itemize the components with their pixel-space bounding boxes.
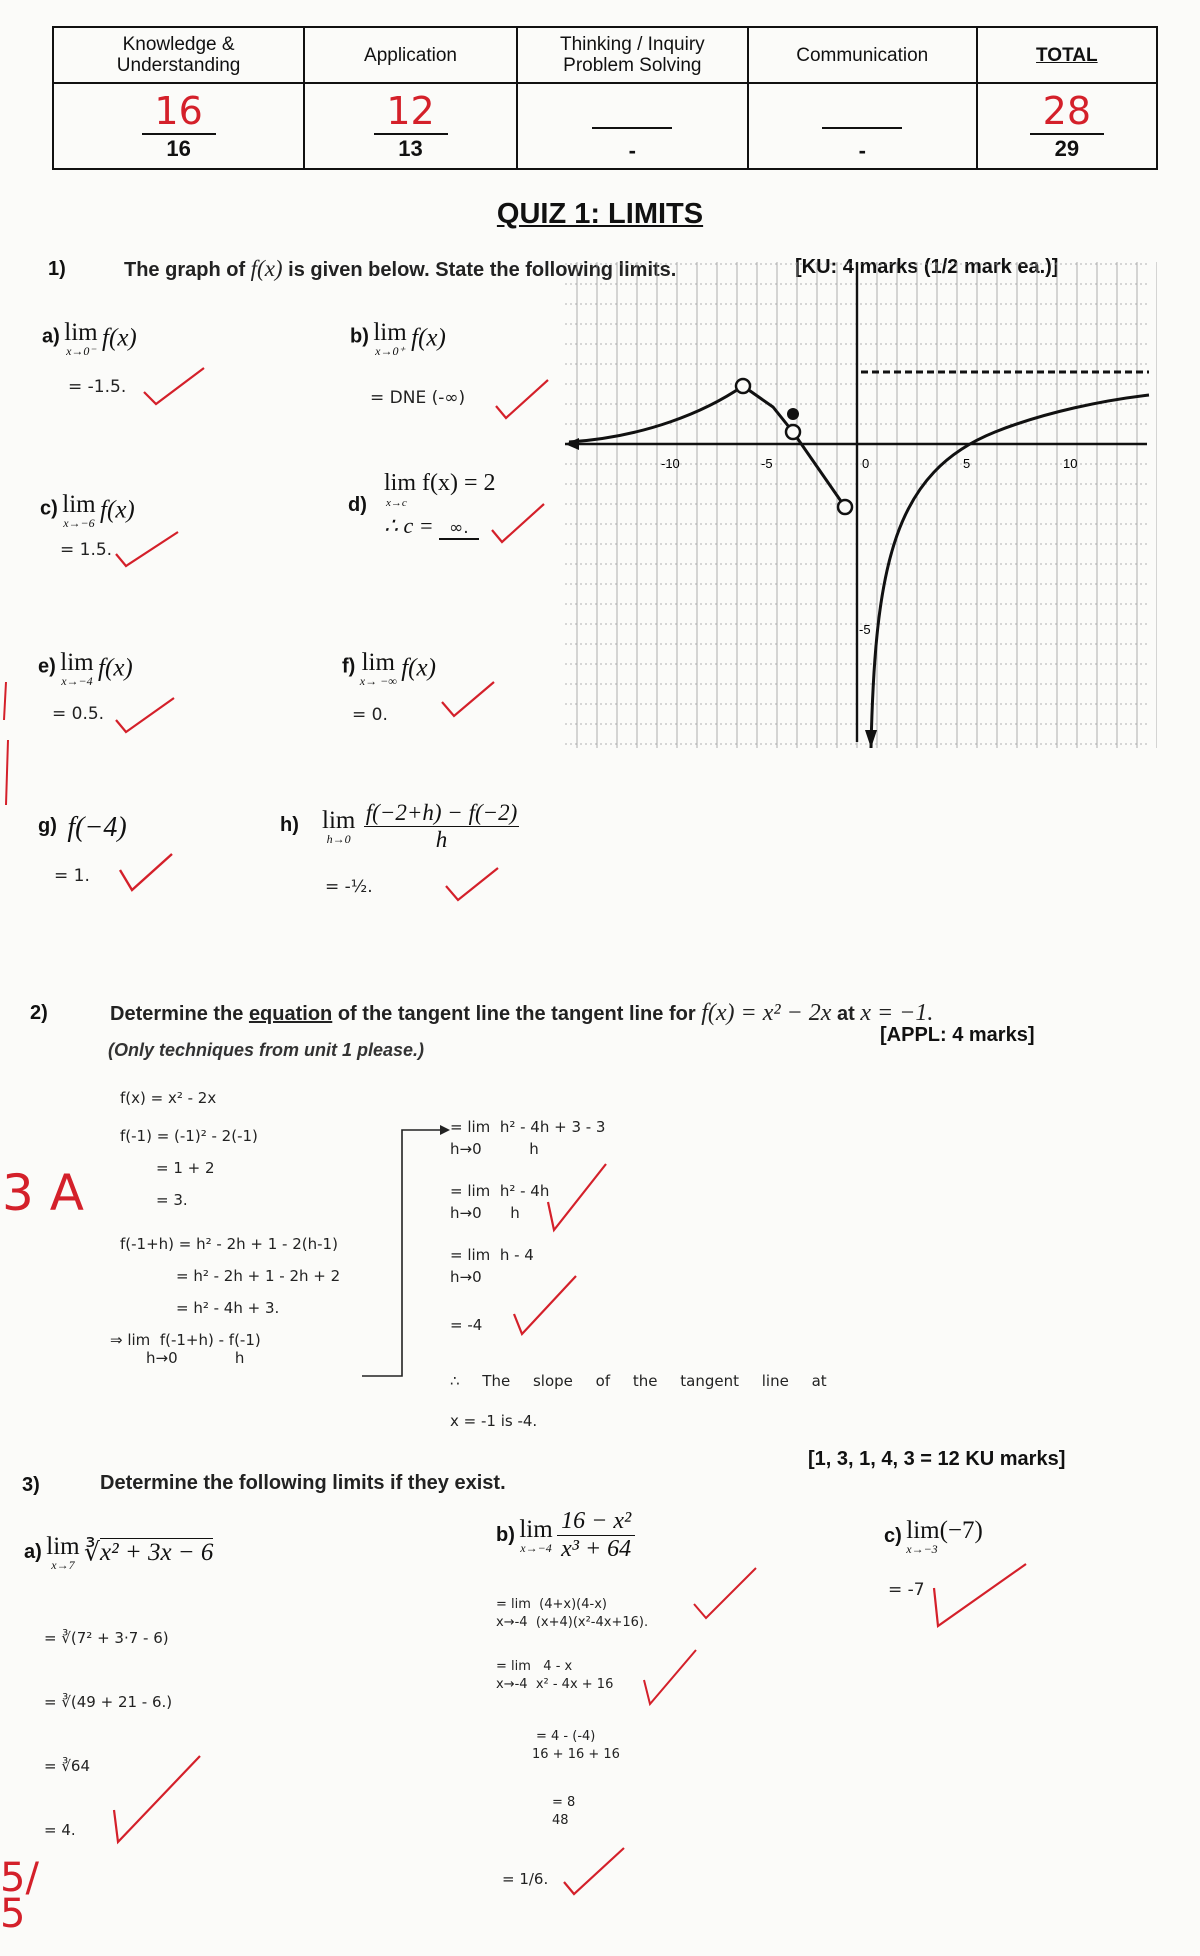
- check-mark-icon: [690, 1564, 760, 1624]
- check-mark-icon: [488, 500, 548, 550]
- comm-score-cell: [748, 83, 977, 169]
- comm-out-of: -: [858, 138, 866, 163]
- total-score: 28: [1042, 89, 1092, 133]
- check-mark-icon: [930, 1560, 1030, 1630]
- q1f-answer: = 0.: [352, 705, 388, 725]
- tick-x-neg10: -10: [661, 456, 680, 471]
- q3a: a) lim x→7 ∛x² + 3x − 6: [24, 1533, 214, 1572]
- quiz-title: QUIZ 1: LIMITS: [496, 198, 704, 230]
- q3b-work: = lim (4+x)(4-x) x→-4 (x+4)(x²-4x+16). = lim 4 - x x→-4 x² - 4x + 16 = 4 - (-4) 16 + 16 + 16 = 8 48 = 1/6.: [496, 1597, 649, 1888]
- total-score-cell: [977, 83, 1157, 169]
- q3c: c) lim(−7) x→−3: [884, 1517, 983, 1556]
- app-out-of: 13: [398, 136, 423, 161]
- check-mark-icon: [140, 360, 210, 410]
- q2-marks: [APPL: 4 marks]: [880, 1024, 1035, 1046]
- header-thinking: Thinking / Inquiry Problem Solving: [517, 27, 748, 83]
- q2-work-right: = lim h² - 4h + 3 - 3 h→0 h = lim h² - 4h h→0 h = lim h - 4 h→0 = -4 ∴ The slope of the tangent line at x = -1 is -4.: [450, 1118, 827, 1430]
- q2-prompt: Determine the equation of the tangent line the tangent line for f(x) = x² − 2x at x = −1.: [110, 1000, 934, 1026]
- q3-prompt: Determine the following limits if they exist.: [100, 1472, 506, 1494]
- function-graph: [565, 262, 1157, 748]
- tick-x-5: 5: [963, 456, 971, 471]
- work-arrow: [340, 1120, 460, 1380]
- q1d-expr: lim f(x) = 2 x→c ∴ c = ∞.: [384, 470, 496, 538]
- q1e: e) lim x→−4 f(x): [38, 649, 133, 688]
- q3-margin-mark: 5/5: [0, 1855, 39, 1937]
- q2-work-left: f(x) = x² - 2x f(-1) = (-1)² - 2(-1) = 1 + 2 = 3. f(-1+h) = h² - 2h + 1 - 2(h-1) = h² - 2h + 1 - 2h + 2 = h² - 4h + 3. ⇒ lim f(-1+h) - f(-1) h→0 h: [110, 1089, 341, 1367]
- check-mark-icon: [442, 862, 502, 906]
- q1-marks: [KU: 4 marks (1/2 mark ea.)]: [795, 256, 1059, 278]
- margin-pen-mark: [0, 680, 16, 810]
- q2-margin-mark: 3 A: [2, 1164, 84, 1222]
- check-mark-icon: [108, 1750, 204, 1846]
- q1a: a) lim x→0⁻ f(x): [42, 319, 137, 358]
- q1g-answer: = 1.: [54, 866, 90, 886]
- check-mark-icon: [510, 1270, 580, 1340]
- q2-note: (Only techniques from unit 1 please.): [108, 1040, 425, 1060]
- q1c-answer: = 1.5.: [60, 540, 113, 560]
- app-score-cell: [304, 83, 517, 169]
- q1-prompt: The graph of f(x) is given below. State the following limits.: [124, 256, 677, 281]
- kn-score: 16: [154, 89, 203, 133]
- kn-score-cell: [53, 83, 304, 169]
- tick-x-0: 0: [862, 456, 870, 471]
- tick-x-neg5: -5: [761, 456, 773, 471]
- header-knowledge: Knowledge & Understanding: [53, 27, 304, 83]
- q1h-label: h): [280, 814, 299, 836]
- q1g: g) f(−4): [38, 812, 127, 843]
- q3a-work: = ∛(7² + 3·7 - 6) = ∛(49 + 21 - 6.) = ∛64 = 4.: [44, 1629, 173, 1839]
- q1h-answer: = -½.: [325, 877, 373, 897]
- check-mark-icon: [112, 690, 178, 736]
- check-mark-icon: [492, 376, 552, 426]
- check-mark-icon: [438, 676, 498, 722]
- q3c-answer: = -7: [888, 1580, 925, 1600]
- kn-out-of: 16: [166, 136, 191, 161]
- score-table: [52, 26, 1158, 170]
- check-mark-icon: [640, 1644, 700, 1708]
- q1h-expr: lim h→0 $\frac{f(-2+h) - f(-2)}{h}$: [322, 800, 518, 852]
- q1e-answer: = 0.5.: [52, 704, 105, 724]
- ti-score-cell: [517, 83, 748, 169]
- tick-x-10: 10: [1063, 456, 1078, 471]
- header-communication: Communication: [748, 27, 977, 83]
- check-mark-icon: [540, 1160, 610, 1240]
- q1d-label: d): [348, 494, 367, 516]
- q1a-answer: = -1.5.: [68, 377, 127, 397]
- q1b: b) lim x→0⁺ f(x): [350, 319, 446, 358]
- header-application: Application: [304, 27, 517, 83]
- q3-number: 3): [22, 1474, 40, 1496]
- tick-y-neg5: -5: [859, 622, 871, 637]
- q1f: f) lim x→ −∞ f(x): [342, 649, 436, 688]
- total-out-of: 29: [1054, 136, 1080, 161]
- check-mark-icon: [560, 1842, 630, 1898]
- app-score: 12: [386, 89, 435, 133]
- q3b: b) lim x→−4 $\frac{\text{16 − x²}}{\text{x³ + 64}}$: [496, 1508, 635, 1563]
- q2-number: 2): [30, 1002, 48, 1024]
- ti-out-of: -: [628, 138, 636, 163]
- header-total: TOTAL: [977, 27, 1157, 83]
- q3-marks: [1, 3, 1, 4, 3 = 12 KU marks]: [808, 1448, 1066, 1470]
- q1c: c) lim x→−6 f(x): [40, 491, 135, 530]
- check-mark-icon: [116, 846, 176, 896]
- q1-number: 1): [48, 258, 66, 280]
- q1b-answer: = DNE (-∞): [370, 388, 466, 408]
- check-mark-icon: [112, 522, 182, 572]
